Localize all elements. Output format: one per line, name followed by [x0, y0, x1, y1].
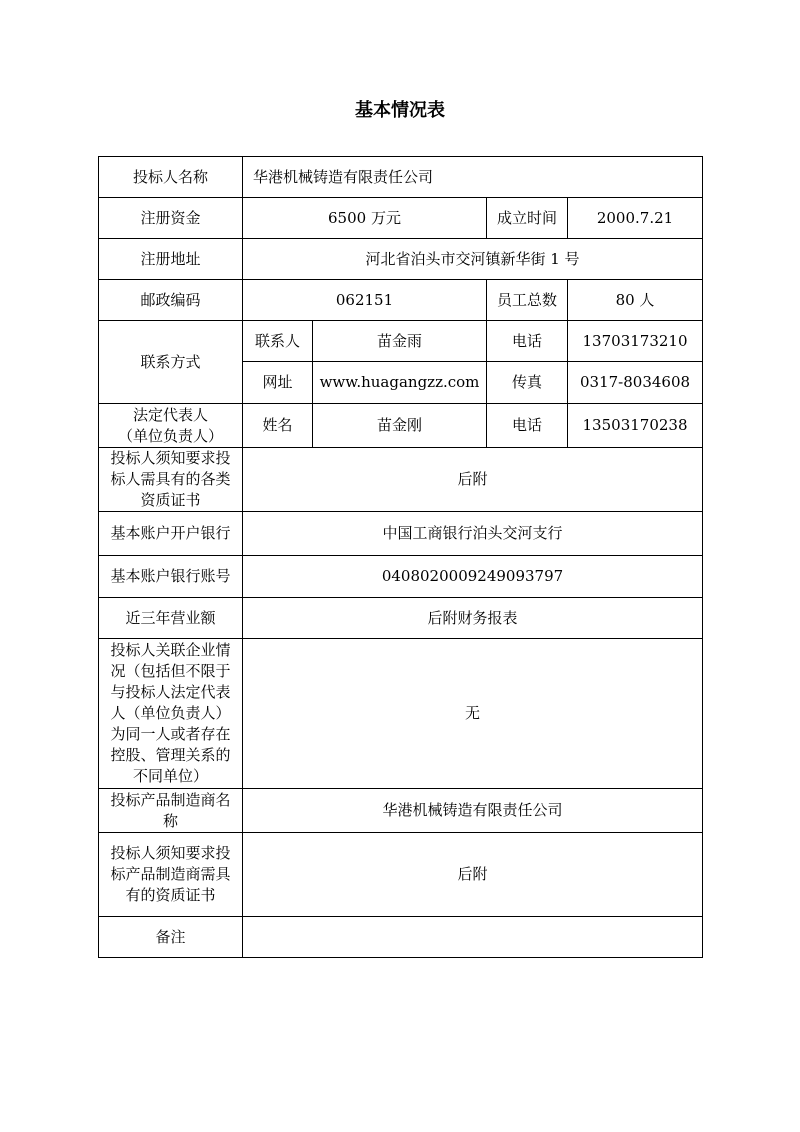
remarks-label: 备注	[99, 917, 243, 958]
qualifications-label: 投标人须知要求投标人需具有的各类资质证书	[99, 448, 243, 512]
legal-rep-label-line1: 法定代表人	[132, 405, 208, 424]
page-title: 基本情况表	[355, 100, 445, 121]
contact-person-label: 联系人	[243, 321, 313, 362]
bank-label: 基本账户开户银行	[99, 512, 243, 556]
reg-address-label: 注册地址	[99, 239, 243, 280]
bidder-name-label: 投标人名称	[99, 157, 243, 198]
contact-label: 联系方式	[99, 321, 243, 404]
table-row-reg-capital	[99, 198, 703, 239]
bank-account-label: 基本账户银行账号	[99, 556, 243, 598]
reg-capital-value: 6500 万元	[243, 198, 487, 239]
legal-rep-name-label: 姓名	[243, 404, 313, 448]
reg-address-value: 河北省泊头市交河镇新华街 1 号	[243, 239, 703, 280]
remarks-value	[243, 917, 703, 958]
related-companies-label: 投标人关联企业情况（包括但不限于与投标人法定代表人（单位负责人）为同一人或者存在控股、管理关系的不同单位）	[99, 639, 243, 789]
table-row-manufacturer-certs	[99, 833, 703, 917]
website-value: www.huagangzz.com	[313, 362, 487, 404]
contact-phone-label: 电话	[487, 321, 568, 362]
table-row-postal-code	[99, 280, 703, 321]
revenue-label: 近三年营业额	[99, 598, 243, 639]
table-row-reg-address	[99, 239, 703, 280]
legal-rep-label	[99, 404, 243, 448]
table-row-related-companies	[99, 639, 703, 789]
bank-account-value: 0408020009249093797	[243, 556, 703, 598]
legal-rep-label-line2: （单位负责人）	[117, 426, 223, 445]
table-row-bank-account	[99, 556, 703, 598]
bank-value: 中国工商银行泊头交河支行	[243, 512, 703, 556]
manufacturer-certs-label: 投标人须知要求投标产品制造商需具有的资质证书	[99, 833, 243, 917]
qualifications-value: 后附	[243, 448, 703, 512]
postal-code-value: 062151	[243, 280, 487, 321]
employee-count-value: 80 人	[568, 280, 703, 321]
related-companies-value: 无	[243, 639, 703, 789]
manufacturer-certs-value: 后附	[243, 833, 703, 917]
table-row-revenue	[99, 598, 703, 639]
postal-code-label: 邮政编码	[99, 280, 243, 321]
website-label: 网址	[243, 362, 313, 404]
fax-label: 传真	[487, 362, 568, 404]
fax-value: 0317-8034608	[568, 362, 703, 404]
table-row-bank	[99, 512, 703, 556]
legal-rep-phone-value: 13503170238	[568, 404, 703, 448]
founded-date-label: 成立时间	[487, 198, 568, 239]
bidder-name-value: 华港机械铸造有限责任公司	[243, 157, 703, 198]
basic-info-table	[98, 156, 703, 958]
legal-rep-name-value: 苗金刚	[313, 404, 487, 448]
table-row-qualifications	[99, 448, 703, 512]
reg-capital-label: 注册资金	[99, 198, 243, 239]
legal-rep-phone-label: 电话	[487, 404, 568, 448]
manufacturer-label: 投标产品制造商名称	[99, 789, 243, 833]
contact-phone-value: 13703173210	[568, 321, 703, 362]
founded-date-value: 2000.7.21	[568, 198, 703, 239]
table-row-legal-rep	[99, 404, 703, 448]
manufacturer-value: 华港机械铸造有限责任公司	[243, 789, 703, 833]
table-row-remarks	[99, 917, 703, 958]
revenue-value: 后附财务报表	[243, 598, 703, 639]
table-row-bidder-name	[99, 157, 703, 198]
table-row-contact-1	[99, 321, 703, 362]
employee-count-label: 员工总数	[487, 280, 568, 321]
table-row-manufacturer	[99, 789, 703, 833]
contact-person-value: 苗金雨	[313, 321, 487, 362]
